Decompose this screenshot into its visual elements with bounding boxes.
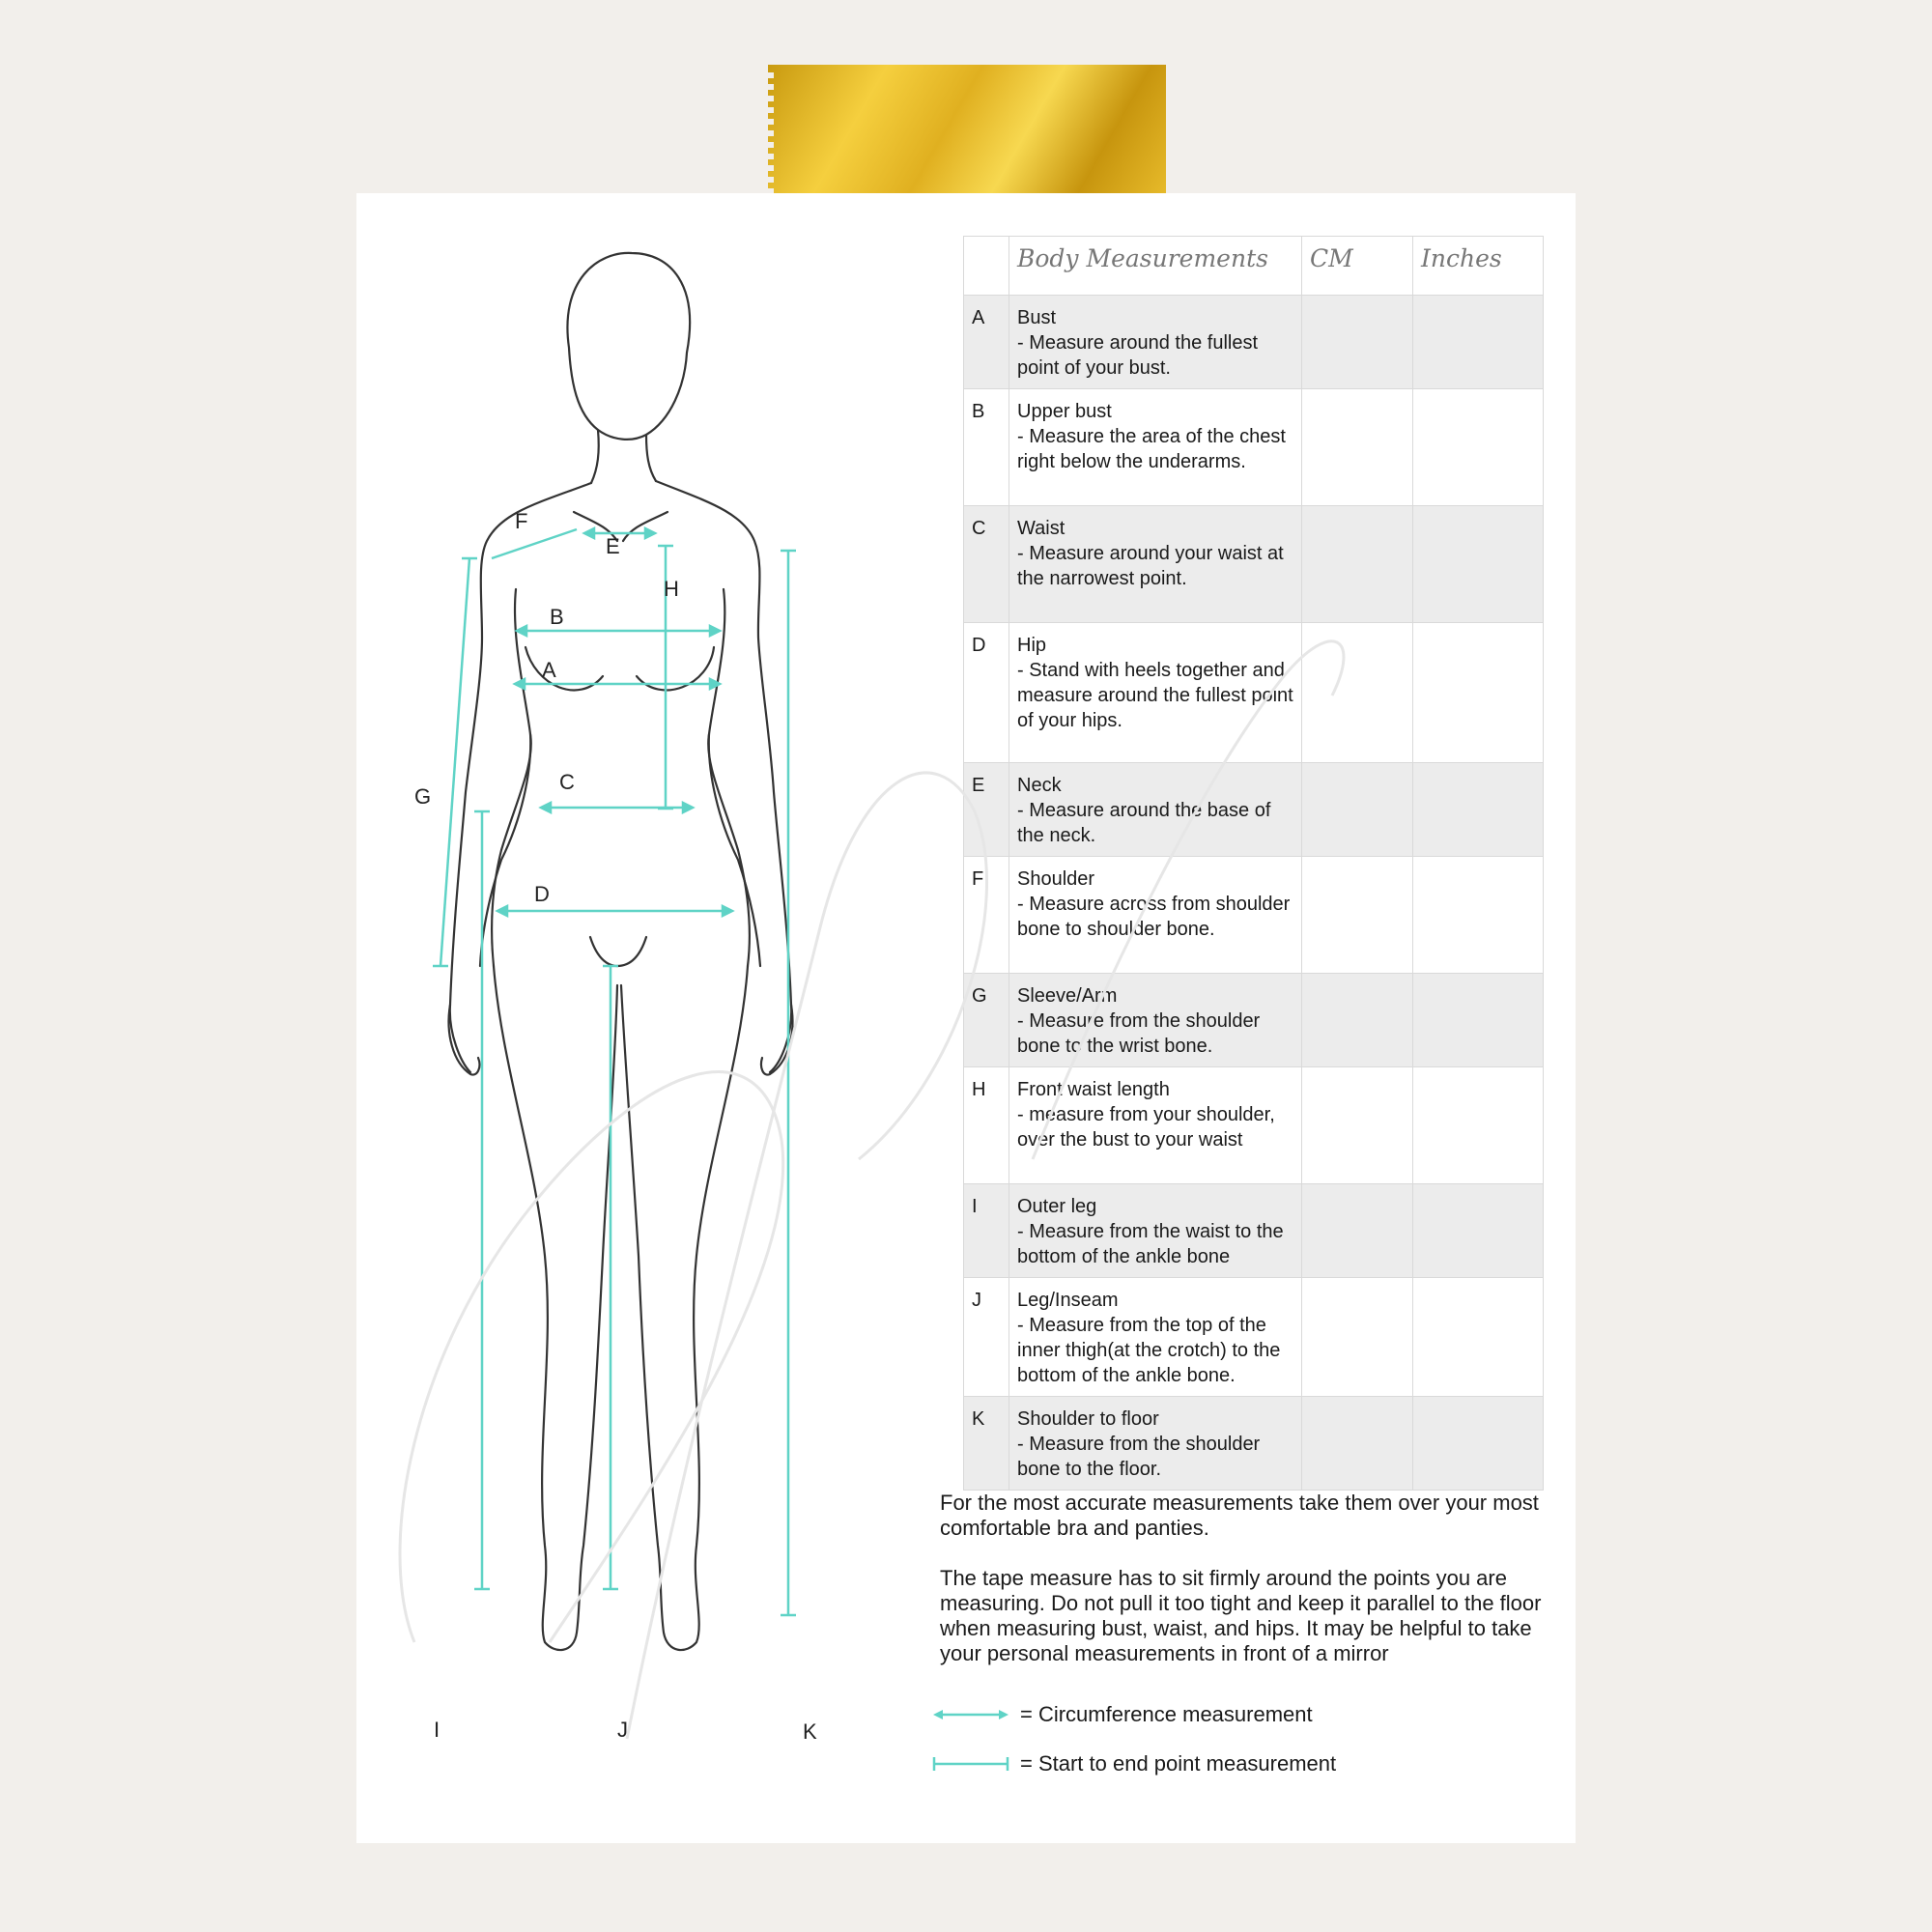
row-name: Outer leg xyxy=(1017,1196,1097,1217)
cm-cell[interactable] xyxy=(1302,1397,1413,1491)
table-row xyxy=(964,389,1544,506)
figure-label-e: E xyxy=(606,534,620,558)
inches-cell[interactable] xyxy=(1413,763,1544,857)
table-row xyxy=(964,1278,1544,1397)
row-letter: I xyxy=(964,1184,1009,1278)
row-name: Leg/Inseam xyxy=(1017,1290,1119,1311)
header-letter xyxy=(964,237,1009,296)
header-body-measurements: Body Measurements xyxy=(1009,237,1302,296)
row-letter: H xyxy=(964,1067,1009,1184)
inches-cell[interactable] xyxy=(1413,1067,1544,1184)
table-row xyxy=(964,1397,1544,1491)
table-row xyxy=(964,763,1544,857)
figure-label-a: A xyxy=(542,658,556,682)
row-name: Bust xyxy=(1017,307,1057,328)
inches-cell[interactable] xyxy=(1413,389,1544,506)
bracket-line-icon xyxy=(931,1754,1010,1774)
row-letter: D xyxy=(964,623,1009,763)
double-arrow-icon xyxy=(931,1705,1010,1724)
table-row xyxy=(964,623,1544,763)
row-desc: - Measure from the waist to the bottom of the ankle bone xyxy=(1017,1221,1284,1267)
figure-label-j: J xyxy=(617,1718,628,1742)
figure-label-i: I xyxy=(434,1718,440,1742)
row-desc: - Measure from the shoulder bone to the wrist bone. xyxy=(1017,1010,1261,1057)
cm-cell[interactable] xyxy=(1302,1184,1413,1278)
row-description xyxy=(1009,296,1302,389)
row-letter: A xyxy=(964,296,1009,389)
legend-circumference xyxy=(931,1702,1313,1727)
inches-cell[interactable] xyxy=(1413,974,1544,1067)
row-description xyxy=(1009,506,1302,623)
figure-label-f: F xyxy=(515,509,528,533)
measurement-notes xyxy=(940,1491,1568,1691)
gold-tape-decoration xyxy=(768,65,1166,207)
cm-cell[interactable] xyxy=(1302,389,1413,506)
row-letter: F xyxy=(964,857,1009,974)
row-letter: E xyxy=(964,763,1009,857)
table-row xyxy=(964,1067,1544,1184)
row-name: Hip xyxy=(1017,635,1047,656)
row-name: Shoulder xyxy=(1017,868,1095,890)
cm-cell[interactable] xyxy=(1302,974,1413,1067)
figure-label-d: D xyxy=(534,882,550,906)
legend-start-end xyxy=(931,1751,1336,1776)
row-description xyxy=(1009,389,1302,506)
cm-cell[interactable] xyxy=(1302,1278,1413,1397)
figure-label-k: K xyxy=(803,1719,817,1744)
table-row xyxy=(964,506,1544,623)
row-name: Upper bust xyxy=(1017,401,1112,422)
table-row xyxy=(964,296,1544,389)
row-letter: C xyxy=(964,506,1009,623)
legend-start-end-label: = Start to end point measurement xyxy=(1020,1751,1337,1776)
row-description xyxy=(1009,623,1302,763)
row-desc: - measure from your shoulder, over the bust to your waist xyxy=(1017,1104,1275,1151)
row-name: Neck xyxy=(1017,775,1062,796)
note-paragraph: For the most accurate measurements take them over your most comfortable bra and panties. xyxy=(940,1491,1539,1540)
inches-cell[interactable] xyxy=(1413,506,1544,623)
cm-cell[interactable] xyxy=(1302,296,1413,389)
measurement-sheet xyxy=(356,193,1576,1843)
inches-cell[interactable] xyxy=(1413,1397,1544,1491)
row-description xyxy=(1009,1397,1302,1491)
row-desc: - Measure around the base of the neck. xyxy=(1017,800,1271,846)
body-measurements-table xyxy=(963,236,1544,1491)
row-desc: - Measure around the fullest point of your bust. xyxy=(1017,332,1259,379)
row-name: Sleeve/Arm xyxy=(1017,985,1118,1007)
row-desc: - Stand with heels together and measure around the fullest point of your hips. xyxy=(1017,660,1293,731)
figure-label-h: H xyxy=(664,577,679,601)
note-paragraph: The tape measure has to sit firmly around the points you are measuring. Do not pull it too tight and keep it parallel to the floor when measuring bust, waist, and hips. It may be helpful to take your personal measurements in front of a mirror xyxy=(940,1566,1542,1665)
inches-cell[interactable] xyxy=(1413,857,1544,974)
cm-cell[interactable] xyxy=(1302,857,1413,974)
row-description xyxy=(1009,1278,1302,1397)
row-description xyxy=(1009,1067,1302,1184)
inches-cell[interactable] xyxy=(1413,1184,1544,1278)
figure-label-c: C xyxy=(559,770,575,794)
cm-cell[interactable] xyxy=(1302,623,1413,763)
header-inches: Inches xyxy=(1413,237,1544,296)
cm-cell[interactable] xyxy=(1302,506,1413,623)
row-desc: - Measure from the shoulder bone to the floor. xyxy=(1017,1434,1261,1480)
row-letter: B xyxy=(964,389,1009,506)
inches-cell[interactable] xyxy=(1413,1278,1544,1397)
figure-label-g: G xyxy=(414,784,432,809)
cm-cell[interactable] xyxy=(1302,763,1413,857)
row-desc: - Measure the area of the chest right below the underarms. xyxy=(1017,426,1286,472)
cm-cell[interactable] xyxy=(1302,1067,1413,1184)
row-desc: - Measure across from shoulder bone to shoulder bone. xyxy=(1017,894,1291,940)
row-letter: G xyxy=(964,974,1009,1067)
row-desc: - Measure from the top of the inner thigh(at the crotch) to the bottom of the ankle bone. xyxy=(1017,1315,1281,1386)
row-letter: J xyxy=(964,1278,1009,1397)
row-description xyxy=(1009,763,1302,857)
row-description xyxy=(1009,974,1302,1067)
table-header-row xyxy=(964,237,1544,296)
table-row xyxy=(964,857,1544,974)
figure-label-b: B xyxy=(550,605,564,629)
inches-cell[interactable] xyxy=(1413,296,1544,389)
row-name: Waist xyxy=(1017,518,1065,539)
row-description xyxy=(1009,857,1302,974)
row-desc: - Measure around your waist at the narrowest point. xyxy=(1017,543,1284,589)
header-cm: CM xyxy=(1302,237,1413,296)
row-letter: K xyxy=(964,1397,1009,1491)
legend-circumference-label: = Circumference measurement xyxy=(1020,1702,1313,1726)
row-name: Front waist length xyxy=(1017,1079,1170,1100)
row-description xyxy=(1009,1184,1302,1278)
table-row xyxy=(964,1184,1544,1278)
inches-cell[interactable] xyxy=(1413,623,1544,763)
table-row xyxy=(964,974,1544,1067)
row-name: Shoulder to floor xyxy=(1017,1408,1159,1430)
